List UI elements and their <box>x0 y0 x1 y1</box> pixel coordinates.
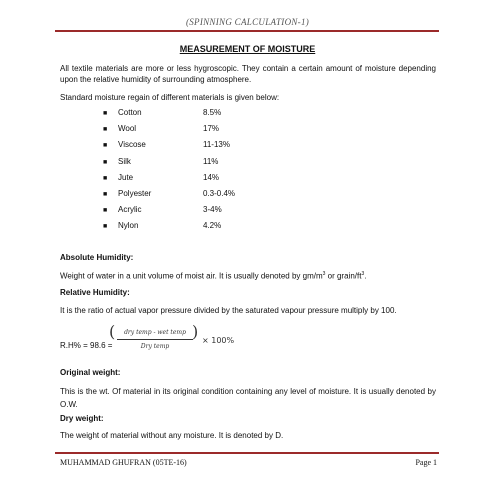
material-regain: 0.3-0.4% <box>203 188 236 198</box>
regain-intro: Standard moisture regain of different materials is given below: <box>60 93 280 102</box>
material-regain: 11% <box>203 156 219 166</box>
material-name: Viscose <box>118 140 146 150</box>
material-regain: 8.5% <box>203 108 222 117</box>
absolute-humidity-text <box>60 269 436 282</box>
bullet-icon: ■ <box>103 126 108 134</box>
material-regain: 11-13% <box>203 140 230 150</box>
material-name: Cotton <box>118 108 142 117</box>
absolute-humidity-text-mid: or grain/ft <box>325 271 362 281</box>
bullet-icon: ■ <box>103 190 108 198</box>
page-header: (SPINNING CALCULATION-1) <box>185 17 310 27</box>
bullet-icon: ■ <box>103 174 108 182</box>
material-name: Polyester <box>118 188 152 198</box>
footer-author: MUHAMMAD GHUFRAN (05TE-16) <box>60 458 187 467</box>
dry-weight-text: The weight of material without any moisture. It is denoted by D. <box>60 431 284 440</box>
absolute-humidity-text-end: . <box>364 271 367 281</box>
original-weight-heading: Original weight: <box>60 368 121 377</box>
footer-page-number: Page 1 <box>415 458 437 467</box>
absolute-humidity-text-pre: Weight of water in a unit volume of moist air. It is usually denoted by gm/m <box>60 271 323 281</box>
original-weight-text: This is the wt. Of material in its original condition containing any level of moisture. It is usually denoted by O.W. <box>60 387 436 409</box>
material-regain: 14% <box>203 172 220 182</box>
material-name: Silk <box>118 156 131 166</box>
material-regain: 17% <box>203 124 220 134</box>
material-name: Nylon <box>118 221 139 231</box>
bullet-icon: ■ <box>103 158 108 166</box>
material-name: Jute <box>118 172 134 182</box>
formula-close-paren: ) <box>192 322 199 341</box>
header-rule <box>55 30 439 32</box>
exponent-2: 3 <box>361 271 365 277</box>
formula-denominator: Dry temp <box>140 343 170 350</box>
bullet-icon: ■ <box>103 142 108 150</box>
absolute-humidity-heading: Absolute Humidity: <box>60 253 134 262</box>
formula-lhs: R.H% = 98.6 = <box>60 341 113 350</box>
page-title: MEASUREMENT OF MOISTURE <box>179 44 316 54</box>
intro-paragraph: All textile materials are more or less hygroscopic. They contain a certain amount of moisture depending upon the relative humidity of surrounding atmosphere. <box>60 64 436 84</box>
dry-weight-heading: Dry weight: <box>60 414 104 423</box>
formula-multiplier: × 100% <box>202 336 235 345</box>
bullet-icon: ■ <box>103 207 108 215</box>
formula-open-paren: ( <box>109 322 116 341</box>
relative-humidity-text: It is the ratio of actual vapor pressure divided by the saturated vapour pressure multiply by 100. <box>60 306 397 315</box>
bullet-icon: ■ <box>103 223 108 231</box>
formula-fraction <box>115 328 195 351</box>
material-regain: 3-4% <box>203 205 222 215</box>
exponent-1: 3 <box>322 271 326 277</box>
relative-humidity-heading: Relative Humidity: <box>60 288 130 297</box>
footer-rule <box>55 452 439 454</box>
material-name: Wool <box>118 124 137 134</box>
fraction-bar <box>117 339 193 340</box>
formula-numerator: dry temp - wet temp <box>124 329 186 336</box>
bullet-icon: ■ <box>103 110 108 117</box>
material-regain: 4.2% <box>203 221 222 231</box>
material-name: Acrylic <box>118 205 142 215</box>
